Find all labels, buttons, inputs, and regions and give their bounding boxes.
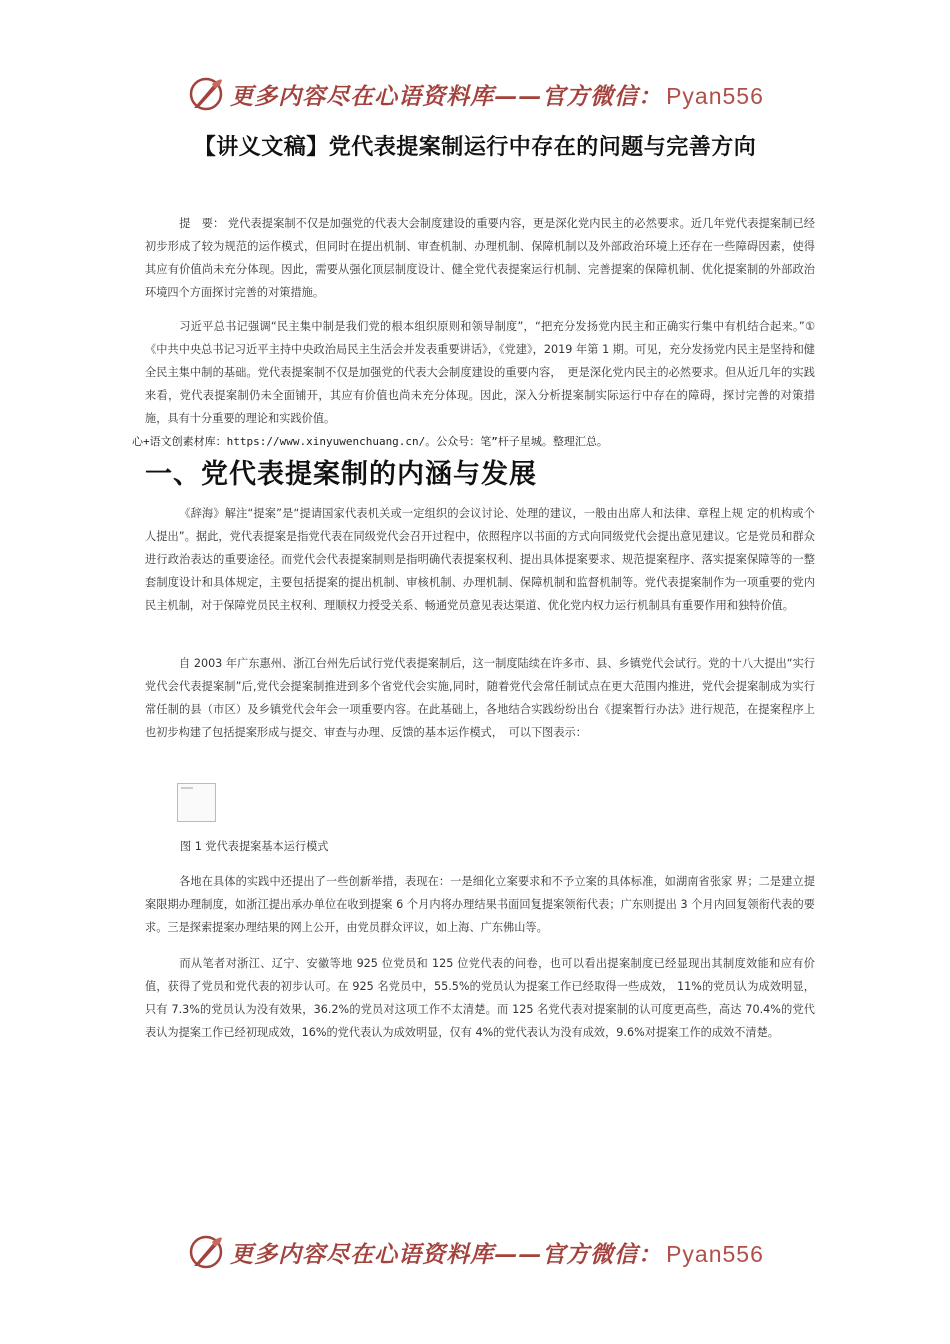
survey-paragraph: 而从笔者对浙江、辽宁、安徽等地 925 位党员和 125 位党代表的问卷，也可以看出提案制度已经显现出其制度效能和应有价值，获得了党员和党代表的初步认可。在 925 名党员中，55.5%的党员认为提案工作已经取得一些成效， 11%的党员认为成效明显，只有 7.3%的党员认为没有效果，36.2%的党员对这项工作不太清楚。而 125 名党代表对提案制的认可度更高些，高达 70.4%的党代表认为提案工作已经初现成效，16%的党代表认为成效明显，仅有 4%的党代表认为没有成效，9.6%对提案工作的成效不清楚。 [145, 957, 815, 1039]
banner-text: 更多内容尽在心语资料库——官方微信： Pyan556 [230, 82, 764, 110]
history-paragraph: 自 2003 年广东惠州、浙江台州先后试行党代表提案制后，这一制度陆续在许多市、县、乡镇党代会试行。党的十八大提出“实行党代会代表提案制”后,党代会提案制推进到多个省党代会实施,同时，随着党代会常任制试点在更大范围内推进，党代会提案制成为实行常任制的县（市区）及乡镇党代会年会一项重要内容。在此基础上，各地结合实践纷纷出台《提案暂行办法》进行规范，在提案程序上也初步构建了包括提案形成与提交、审查与办理、反馈的基本运作模式， 可以下图表示： [145, 657, 815, 739]
figure-thumbnail[interactable] [177, 783, 216, 822]
source-attribution: 心+语文创素材库：https://www.xinyuwenchuang.cn/。公众号：笔”杆子星城。整理汇总。 [132, 435, 608, 448]
footer-banner [0, 1230, 950, 1274]
innovations-paragraph: 各地在具体的实践中还提出了一些创新举措，表现在：一是细化立案要求和不予立案的具体标准，如湖南省张家 界；二是建立提案限期办理制度，如浙江提出承办单位在收到提案 6 个月内将办理结果书面回复提案领衔代表；广东则提出 3 个月内回复领衔代表的要求。三是探索提案办理结果的网上公开，由党员群众评议，如上海、广东佛山等。 [145, 875, 815, 934]
header-banner [0, 72, 950, 116]
section-heading: 一、党代表提案制的内涵与发展 [145, 459, 537, 490]
figure-caption: 图 1 党代表提案基本运行模式 [180, 840, 329, 853]
page-title: 【讲义文稿】党代表提案制运行中存在的问题与完善方向 [193, 135, 757, 160]
quill-logo-icon [186, 1232, 226, 1272]
abstract-paragraph: 提 要： 党代表提案制不仅是加强党的代表大会制度建设的重要内容，更是深化党内民主的必然要求。近几年党代表提案制已经初步形成了较为规范的运作模式，但同时在提出机制、审查机制、办理机制、保障机制以及外部政治环境上还存在一些障碍因素，使得其应有价值尚未充分体现。因此，需要从强化顶层制度设计、健全党代表提案运行机制、完善提案的保障机制、优化提案制的外部政治环境四个方面探讨完善的对策措施。 [145, 217, 815, 299]
quill-logo-icon [186, 74, 226, 114]
banner-text: 更多内容尽在心语资料库——官方微信： Pyan556 [230, 1240, 764, 1268]
intro-paragraph: 习近平总书记强调“民主集中制是我们党的根本组织原则和领导制度”，“把充分发扬党内民主和正确实行集中有机结合起来。”①《中共中央总书记习近平主持中央政治局民主生活会并发表重要讲话》，《党建》，2019 年第 1 期。可见，充分发扬党内民主是坚持和健全民主集中制的基础。党代表提案制不仅是加强党的代表大会制度建设的重要内容， 更是深化党内民主的必然要求。但从近几年的实践来看，党代表提案制仍未全面铺开，其应有价值也尚未充分体现。因此，深入分析提案制实际运行中存在的障碍，探讨完善的对策措施，具有十分重要的理论和实践价值。 [145, 320, 815, 425]
definition-paragraph: 《辞海》解注“提案”是“提请国家代表机关或一定组织的会议讨论、处理的建议，一般由出席人和法律、章程上规 定的机构或个人提出”。据此，党代表提案是指党代表在同级党代会召开过程中，依照程序以书面的方式向同级党代会提出意见建议。它是党员和群众进行政治表达的重要途径。而党代会代表提案制则是指明确代表提案权利、提出具体提案要求、规范提案程序、落实提案保障等的一整套制度设计和具体规定，主要包括提案的提出机制、审核机制、办理机制、保障机制和监督机制等。党代表提案制作为一项重要的党内民主机制，对于保障党员民主权利、理顺权力授受关系、畅通党员意见表达渠道、优化党内权力运行机制具有重要作用和独特价值。 [145, 507, 815, 612]
